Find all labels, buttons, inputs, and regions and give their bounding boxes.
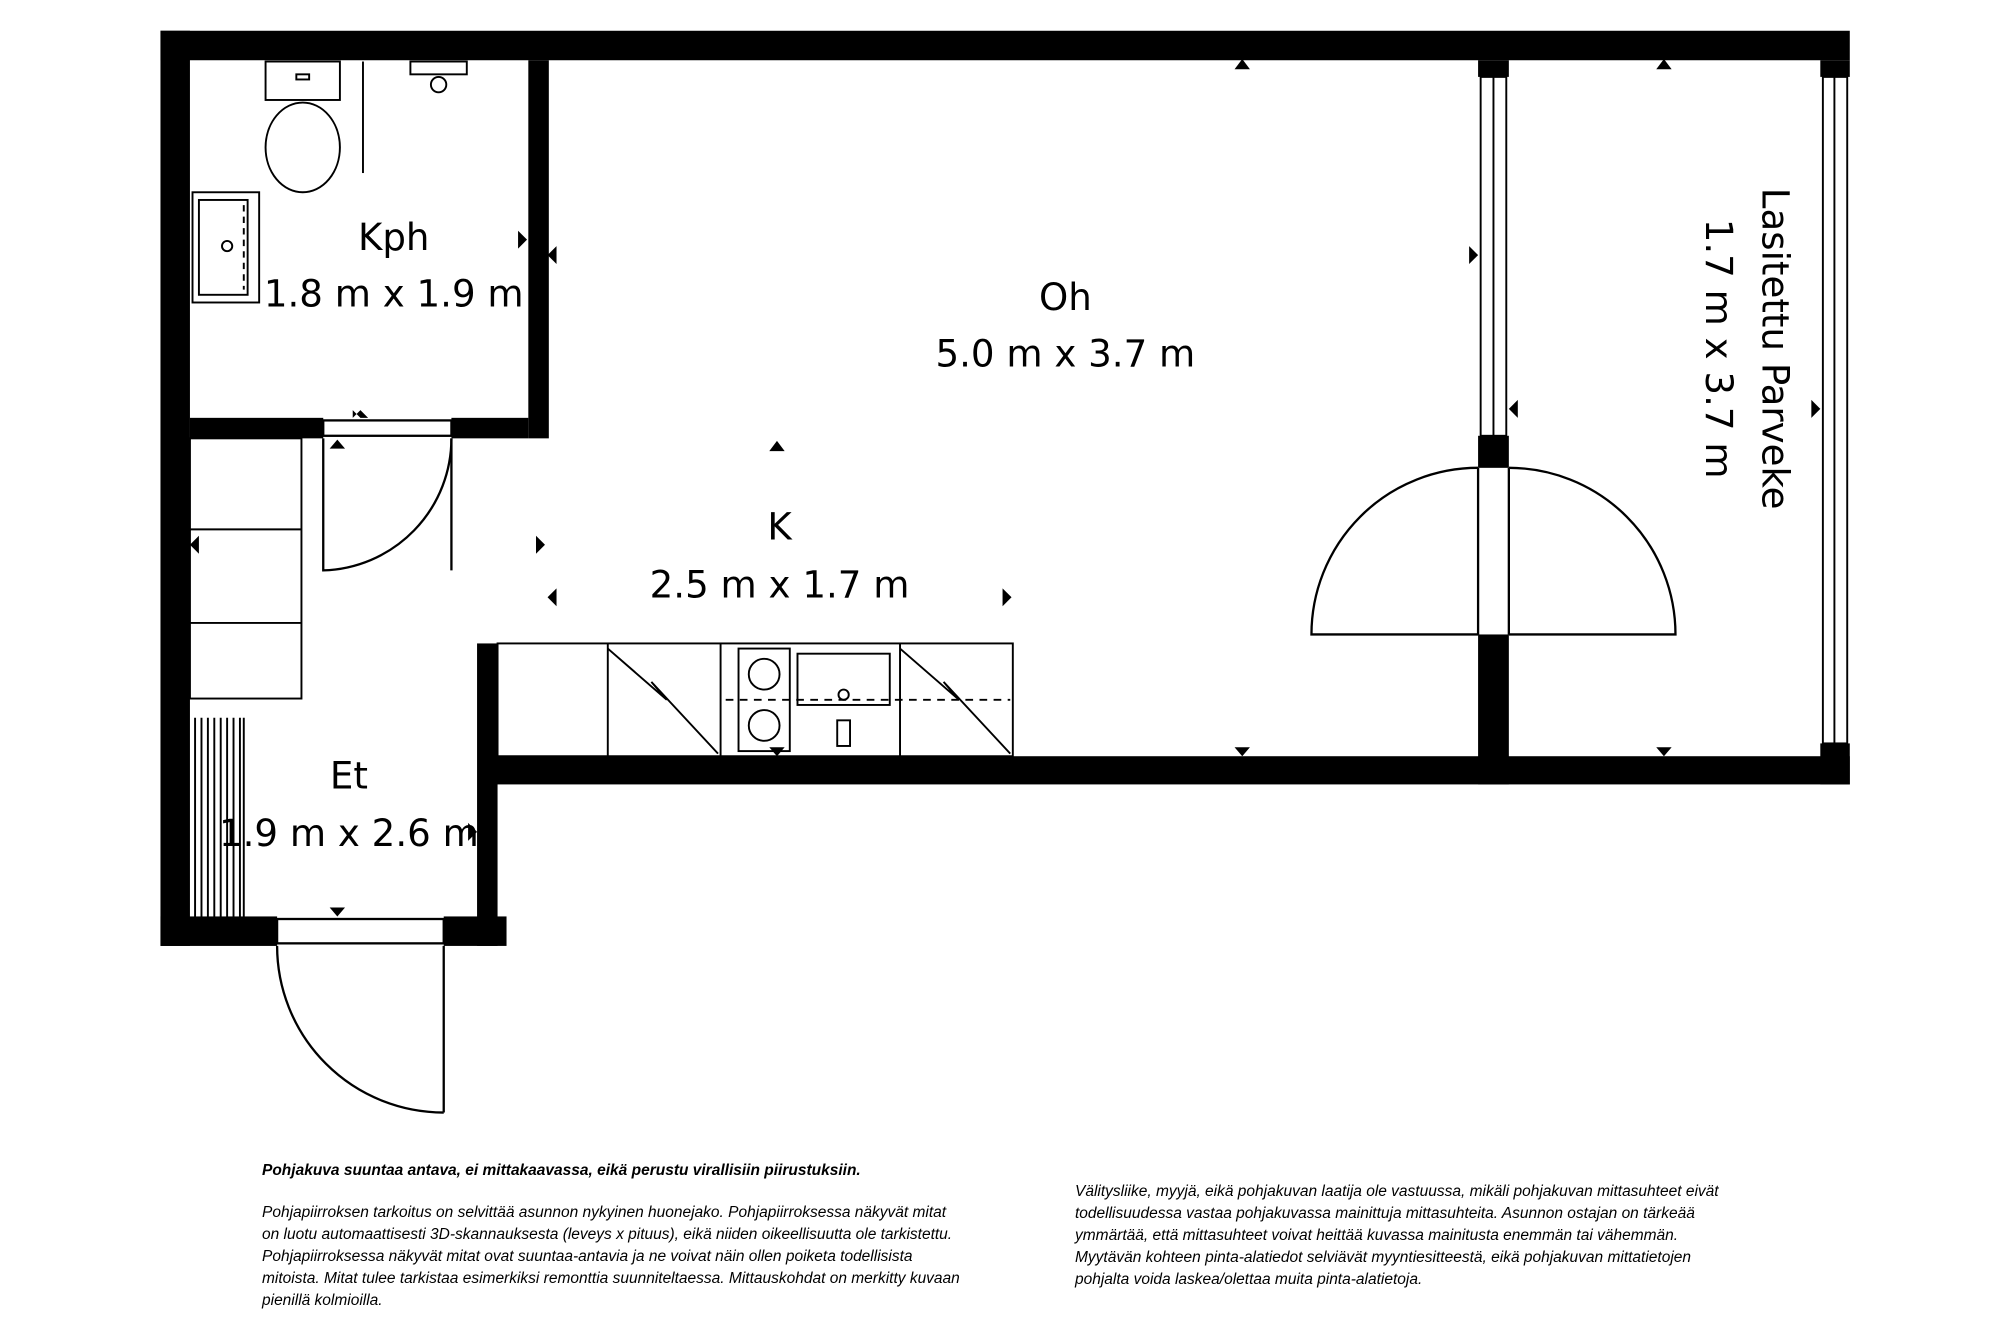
room-name-k: K [767,504,792,549]
room-name-et: Et [329,753,368,798]
disclaimer-right [1075,1181,1735,1311]
room-size-et: 1.9 m x 2.6 m [218,810,479,855]
kitchen-counter [498,643,1013,756]
measurement-markers [190,59,1820,916]
room-size-k: 2.5 m x 1.7 m [649,562,910,607]
room-name-kph: Kph [357,214,430,259]
room-size-oh: 5.0 m x 3.7 m [935,331,1196,376]
disclaimer-left-text: Pohjapiirroksen tarkoitus on selvittää asunnon nykyinen huonejako. Pohjapiirroksessa näkyvät mitat on luotu automaattisesti 3D-skannauksesta (leveys x pituus), eikä niiden oikeellisuutta ole tarkistettu. Pohjapiirroksessa näkyvät mitat ovat suuntaa-antavia ja ne voivat näin ollen poiketa todellisista mitoista. Mitat tulee tarkistaa esimerkiksi remonttia suunniteltaessa. Mittauskohdat on merkitty kuvaan pienillä kolmioilla. [262,1204,960,1309]
bathroom-fixtures [193,62,467,303]
room-size-parveke: 1.7 m x 3.7 m [1697,218,1742,479]
walls [160,31,1849,946]
disclaimer-left [262,1160,962,1332]
room-labels [219,188,1798,855]
disclaimer-title: Pohjakuva suuntaa antava, ei mittakaavassa, eikä perustu virallisiin piirustuksiin. [262,1162,861,1179]
room-size-kph: 1.8 m x 1.9 m [263,271,524,316]
room-name-oh: Oh [1038,275,1092,320]
room-name-parveke: Lasitettu Parveke [1753,187,1798,510]
disclaimer-right-text: Välitysliike, myyjä, eikä pohjakuvan laatija ole vastuussa, mikäli pohjakuvan mittasuhteet eivät todellisuudessa vastaa pohjakuvassa mainittuja mittasuhteita. Asunnon ostajan on tärkeää ymmärtää, että mittasuhteet voivat heittää kuvassa mainitusta enemmän tai vähemmän. Myytävän kohteen pinta-alatiedot selviävät myyntiesitteestä, eikä pohjakuvan mittatietojen pohjalta voida laskea/olettaa muita pinta-alatietoja. [1075,1183,1719,1288]
